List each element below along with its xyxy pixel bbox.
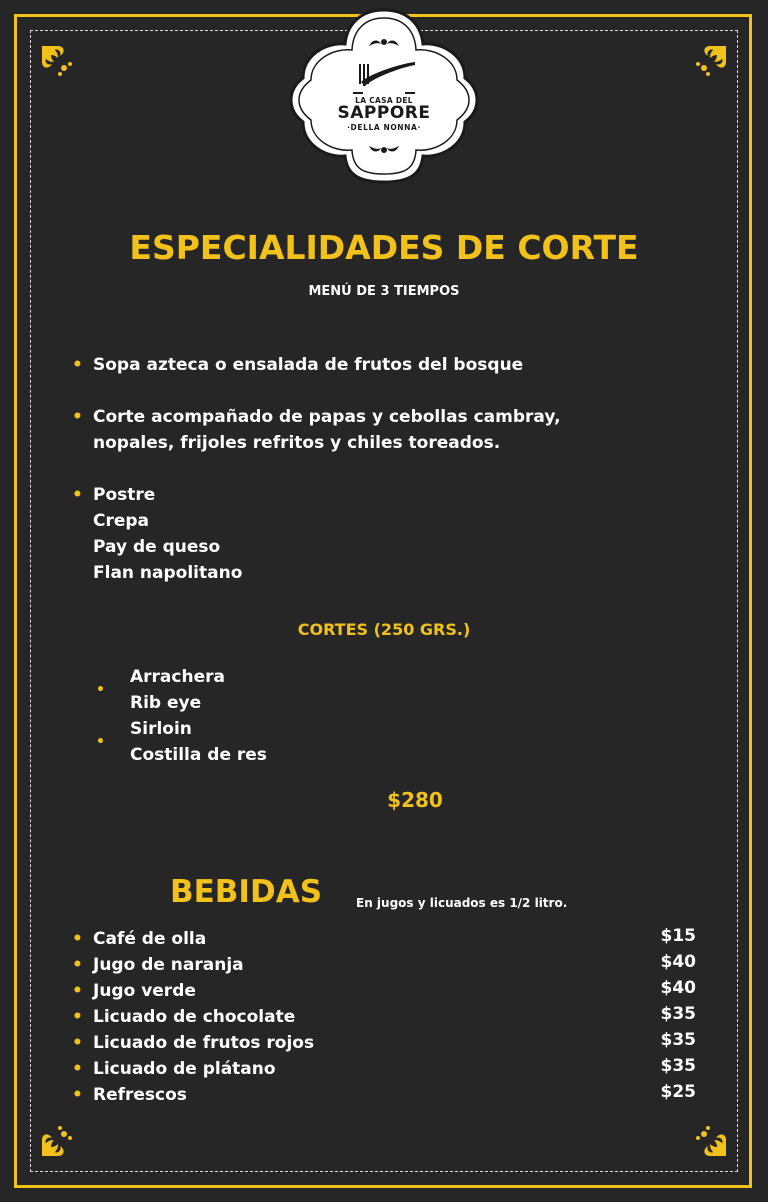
list-item: • Jugo verde $40 [72,978,702,1004]
page-subtitle: MENÚ DE 3 TIEMPOS [308,284,460,299]
logo-top-line: LA CASA DEL [355,96,413,105]
bullet-icon: • [72,407,83,427]
bebidas-note: En jugos y licuados es 1/2 litro. [356,896,568,910]
list-item: • Café de olla $15 [72,926,702,952]
bullet-icon: • [72,981,83,1001]
corner-ornament-icon [38,42,78,82]
page-title: ESPECIALIDADES DE CORTE [129,228,639,267]
bullet-icon: • [72,355,83,375]
drink-price: $35 [660,1056,696,1076]
drink-price: $40 [660,952,696,972]
list-item: • Licuado de frutos rojos $35 [72,1030,702,1056]
drink-price: $35 [660,1004,696,1024]
list-item: • Licuado de chocolate $35 [72,1004,702,1030]
cortes-list [130,664,267,768]
list-item: • Refrescos $25 [72,1082,702,1108]
drink-price: $40 [660,978,696,998]
logo-badge-icon [289,4,479,184]
cortes-label: CORTES (250 GRS.) [297,620,471,639]
list-item: Arrachera [130,667,225,687]
bebidas-title: BEBIDAS [170,874,323,910]
bullet-icon: • [72,955,83,975]
drink-price: $35 [660,1030,696,1050]
bullet-icon: • [72,485,83,505]
list-item: • Jugo de naranja $40 [72,952,702,978]
restaurant-logo [289,4,479,184]
bullet-icon: • [72,1085,83,1105]
bullet-icon: • [96,682,105,698]
cortes-price: $280 [387,788,443,812]
drinks-list [72,926,702,1108]
logo-bottom-line: ·DELLA NONNA· [347,123,421,132]
bullet-icon: • [72,1007,83,1027]
drink-price: $25 [660,1082,696,1102]
list-item: Rib eye [130,693,202,713]
list-item: • Licuado de plátano $35 [72,1056,702,1082]
corner-ornament-icon [690,1120,730,1160]
bullet-icon: • [96,734,105,750]
course-item: • Sopa azteca o ensalada de frutos del bosque [72,352,523,378]
course-item: • Postre Crepa Pay de queso Flan napolitano [72,482,242,586]
corner-ornament-icon [690,42,730,82]
list-item: Sirloin [130,719,192,739]
bullet-icon: • [72,1059,83,1079]
bullet-icon: • [72,929,83,949]
logo-name: SAPPORE [337,103,431,123]
drink-price: $15 [660,926,696,946]
list-item: Costilla de res [130,745,267,765]
course-item: • Corte acompañado de papas y cebollas cambray, nopales, frijoles refritos y chiles toreados. [72,404,561,456]
corner-ornament-icon [38,1120,78,1160]
bullet-icon: • [72,1033,83,1053]
